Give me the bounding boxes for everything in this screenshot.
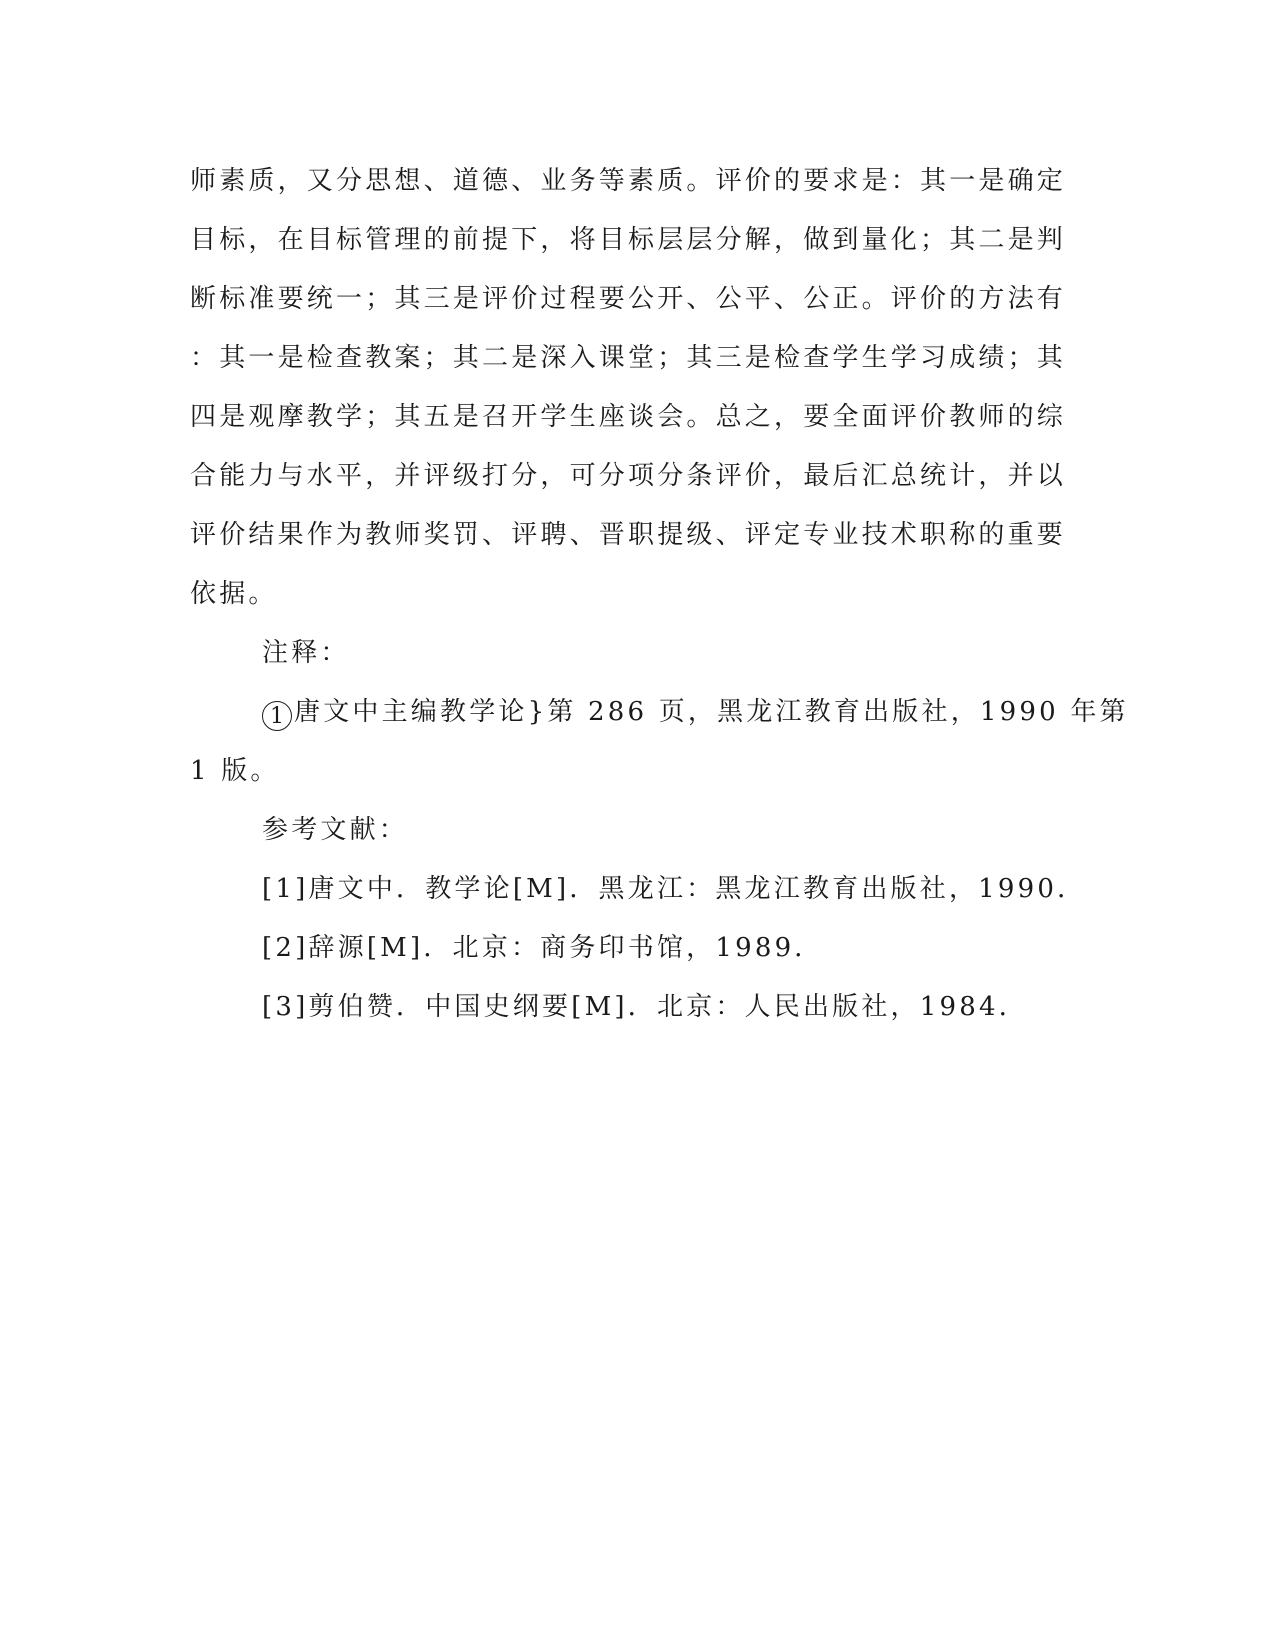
notes-heading: 注释： [262, 638, 350, 668]
reference-item-3: [3]剪伯赞．中国史纲要[M]．北京：人民出版社，1984． [262, 992, 1028, 1022]
note-marker: 1 [262, 701, 292, 731]
body-line-1: 师素质，又分思想、道德、业务等素质。评价的要求是：其一是确定 [190, 166, 1067, 196]
body-line-4: ：其一是检查教案；其二是深入课堂；其三是检查学生学习成绩；其 [190, 343, 1067, 373]
note-line-2: 1 版。 [190, 756, 280, 786]
note-line-1 [262, 695, 1142, 731]
references-heading: 参考文献： [262, 815, 409, 845]
body-line-8: 依据。 [190, 579, 278, 609]
body-line-3: 断标准要统一；其三是评价过程要公开、公平、公正。评价的方法有 [190, 284, 1067, 314]
body-line-7: 评价结果作为教师奖罚、评聘、晋职提级、评定专业技术职称的重要 [190, 520, 1067, 550]
reference-item-1: [1]唐文中．教学论[M]．黑龙江：黑龙江教育出版社，1990． [262, 874, 1087, 904]
reference-item-2: [2]辞源[M]．北京：商务印书馆，1989． [262, 933, 824, 963]
body-line-6: 合能力与水平，并评级打分，可分项分条评价，最后汇总统计，并以 [190, 461, 1067, 491]
note-text: 唐文中主编教学论}第 286 页，黑龙江教育出版社，1990 年第 [294, 697, 1129, 727]
body-line-2: 目标，在目标管理的前提下，将目标层层分解，做到量化；其二是判 [190, 225, 1067, 255]
body-line-5: 四是观摩教学；其五是召开学生座谈会。总之，要全面评价教师的综 [190, 402, 1067, 432]
